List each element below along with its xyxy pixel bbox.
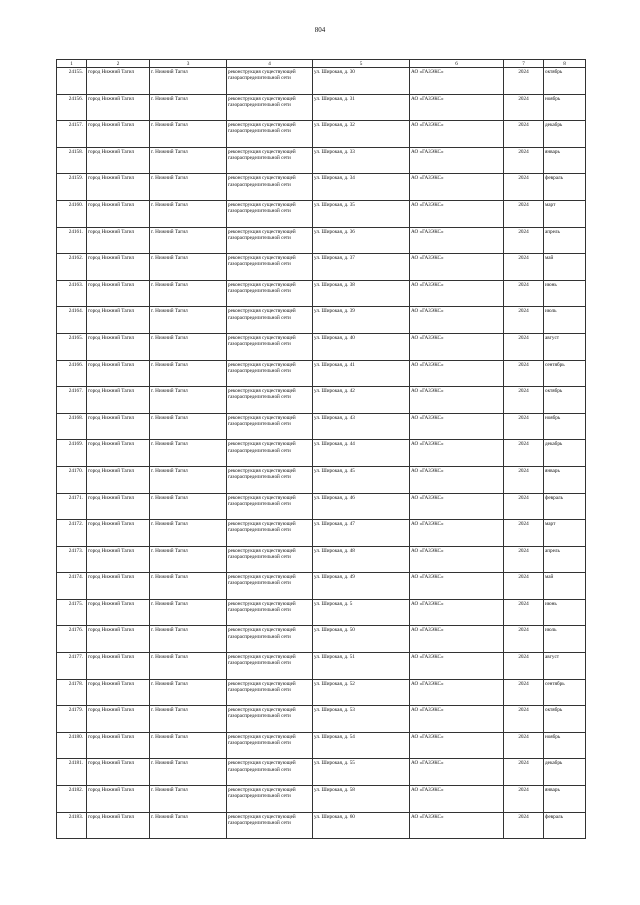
- month-cell: октябрь: [544, 387, 586, 414]
- row-number: 24161.: [57, 227, 87, 254]
- row-number: 24169.: [57, 440, 87, 467]
- table-row: [57, 520, 586, 547]
- column-header: 5: [313, 60, 410, 68]
- month-cell: ноябрь: [544, 732, 586, 759]
- table-row: [57, 227, 586, 254]
- settlement-cell: г. Нижний Тагил: [150, 573, 227, 600]
- operator-cell: АО «ГАЗЭКС»: [410, 520, 504, 547]
- row-number: 24168.: [57, 413, 87, 440]
- operator-cell: АО «ГАЗЭКС»: [410, 546, 504, 573]
- row-number: 24158.: [57, 147, 87, 174]
- operator-cell: АО «ГАЗЭКС»: [410, 706, 504, 733]
- municipality-cell: город Нижний Тагил: [87, 759, 150, 786]
- municipality-cell: город Нижний Тагил: [87, 493, 150, 520]
- address-cell: ул. Широкая, д. 39: [313, 307, 410, 334]
- row-number: 24183.: [57, 812, 87, 839]
- operator-cell: АО «ГАЗЭКС»: [410, 387, 504, 414]
- work-type-cell: реконструкция существующей газораспределительной сети: [227, 227, 313, 254]
- operator-cell: АО «ГАЗЭКС»: [410, 254, 504, 281]
- address-cell: ул. Широкая, д. 43: [313, 413, 410, 440]
- address-cell: ул. Широкая, д. 31: [313, 94, 410, 121]
- row-number: 24171.: [57, 493, 87, 520]
- municipality-cell: город Нижний Тагил: [87, 121, 150, 148]
- settlement-cell: г. Нижний Тагил: [150, 812, 227, 839]
- operator-cell: АО «ГАЗЭКС»: [410, 94, 504, 121]
- month-cell: июнь: [544, 280, 586, 307]
- table-row: [57, 440, 586, 467]
- month-cell: сентябрь: [544, 360, 586, 387]
- month-cell: февраль: [544, 174, 586, 201]
- operator-cell: АО «ГАЗЭКС»: [410, 307, 504, 334]
- work-type-cell: реконструкция существующей газораспределительной сети: [227, 466, 313, 493]
- table-row: [57, 759, 586, 786]
- operator-cell: АО «ГАЗЭКС»: [410, 227, 504, 254]
- row-number: 24159.: [57, 174, 87, 201]
- settlement-cell: г. Нижний Тагил: [150, 174, 227, 201]
- month-cell: апрель: [544, 546, 586, 573]
- settlement-cell: г. Нижний Тагил: [150, 786, 227, 813]
- municipality-cell: город Нижний Тагил: [87, 546, 150, 573]
- work-type-cell: реконструкция существующей газораспределительной сети: [227, 440, 313, 467]
- month-cell: март: [544, 520, 586, 547]
- work-type-cell: реконструкция существующей газораспределительной сети: [227, 94, 313, 121]
- row-number: 24182.: [57, 786, 87, 813]
- year-cell: 2024: [504, 786, 544, 813]
- row-number: 24165.: [57, 333, 87, 360]
- address-cell: ул. Широкая, д. 44: [313, 440, 410, 467]
- municipality-cell: город Нижний Тагил: [87, 732, 150, 759]
- month-cell: январь: [544, 786, 586, 813]
- municipality-cell: город Нижний Тагил: [87, 626, 150, 653]
- table-row: [57, 68, 586, 95]
- year-cell: 2024: [504, 653, 544, 680]
- table-row: [57, 679, 586, 706]
- settlement-cell: г. Нижний Тагил: [150, 121, 227, 148]
- year-cell: 2024: [504, 360, 544, 387]
- operator-cell: АО «ГАЗЭКС»: [410, 333, 504, 360]
- municipality-cell: город Нижний Тагил: [87, 440, 150, 467]
- municipality-cell: город Нижний Тагил: [87, 573, 150, 600]
- work-type-cell: реконструкция существующей газораспределительной сети: [227, 360, 313, 387]
- column-header: 6: [410, 60, 504, 68]
- work-type-cell: реконструкция существующей газораспределительной сети: [227, 786, 313, 813]
- operator-cell: АО «ГАЗЭКС»: [410, 440, 504, 467]
- column-header: 3: [150, 60, 227, 68]
- month-cell: декабрь: [544, 759, 586, 786]
- work-type-cell: реконструкция существующей газораспределительной сети: [227, 333, 313, 360]
- row-number: 24176.: [57, 626, 87, 653]
- municipality-cell: город Нижний Тагил: [87, 520, 150, 547]
- operator-cell: АО «ГАЗЭКС»: [410, 626, 504, 653]
- table-row: [57, 333, 586, 360]
- row-number: 24175.: [57, 599, 87, 626]
- operator-cell: АО «ГАЗЭКС»: [410, 121, 504, 148]
- month-cell: июль: [544, 307, 586, 334]
- work-type-cell: реконструкция существующей газораспределительной сети: [227, 254, 313, 281]
- operator-cell: АО «ГАЗЭКС»: [410, 413, 504, 440]
- operator-cell: АО «ГАЗЭКС»: [410, 68, 504, 95]
- year-cell: 2024: [504, 227, 544, 254]
- year-cell: 2024: [504, 759, 544, 786]
- year-cell: 2024: [504, 732, 544, 759]
- work-type-cell: реконструкция существующей газораспределительной сети: [227, 280, 313, 307]
- table-row: [57, 466, 586, 493]
- table-row: [57, 307, 586, 334]
- settlement-cell: г. Нижний Тагил: [150, 333, 227, 360]
- address-cell: ул. Широкая, д. 38: [313, 280, 410, 307]
- year-cell: 2024: [504, 333, 544, 360]
- operator-cell: АО «ГАЗЭКС»: [410, 360, 504, 387]
- settlement-cell: г. Нижний Тагил: [150, 679, 227, 706]
- table-row: [57, 599, 586, 626]
- year-cell: 2024: [504, 466, 544, 493]
- gas-network-schedule-table: [56, 59, 586, 839]
- table-body: [57, 68, 586, 839]
- row-number: 24177.: [57, 653, 87, 680]
- month-cell: август: [544, 333, 586, 360]
- month-cell: ноябрь: [544, 94, 586, 121]
- year-cell: 2024: [504, 280, 544, 307]
- row-number: 24164.: [57, 307, 87, 334]
- month-cell: март: [544, 200, 586, 227]
- month-cell: август: [544, 653, 586, 680]
- work-type-cell: реконструкция существующей газораспределительной сети: [227, 573, 313, 600]
- year-cell: 2024: [504, 413, 544, 440]
- work-type-cell: реконструкция существующей газораспределительной сети: [227, 520, 313, 547]
- settlement-cell: г. Нижний Тагил: [150, 254, 227, 281]
- month-cell: январь: [544, 466, 586, 493]
- month-cell: январь: [544, 147, 586, 174]
- settlement-cell: г. Нижний Тагил: [150, 599, 227, 626]
- operator-cell: АО «ГАЗЭКС»: [410, 653, 504, 680]
- address-cell: ул. Широкая, д. 5: [313, 599, 410, 626]
- table-row: [57, 812, 586, 839]
- year-cell: 2024: [504, 94, 544, 121]
- table-row: [57, 653, 586, 680]
- operator-cell: АО «ГАЗЭКС»: [410, 812, 504, 839]
- settlement-cell: г. Нижний Тагил: [150, 147, 227, 174]
- row-number: 24180.: [57, 732, 87, 759]
- settlement-cell: г. Нижний Тагил: [150, 200, 227, 227]
- year-cell: 2024: [504, 493, 544, 520]
- table-row: [57, 546, 586, 573]
- address-cell: ул. Широкая, д. 35: [313, 200, 410, 227]
- settlement-cell: г. Нижний Тагил: [150, 68, 227, 95]
- settlement-cell: г. Нижний Тагил: [150, 360, 227, 387]
- work-type-cell: реконструкция существующей газораспределительной сети: [227, 387, 313, 414]
- column-number-row: [57, 60, 586, 68]
- column-header: 1: [57, 60, 87, 68]
- month-cell: декабрь: [544, 440, 586, 467]
- work-type-cell: реконструкция существующей газораспределительной сети: [227, 413, 313, 440]
- address-cell: ул. Широкая, д. 47: [313, 520, 410, 547]
- month-cell: май: [544, 573, 586, 600]
- settlement-cell: г. Нижний Тагил: [150, 413, 227, 440]
- municipality-cell: город Нижний Тагил: [87, 200, 150, 227]
- settlement-cell: г. Нижний Тагил: [150, 440, 227, 467]
- municipality-cell: город Нижний Тагил: [87, 147, 150, 174]
- address-cell: ул. Широкая, д. 55: [313, 759, 410, 786]
- address-cell: ул. Широкая, д. 54: [313, 732, 410, 759]
- settlement-cell: г. Нижний Тагил: [150, 307, 227, 334]
- work-type-cell: реконструкция существующей газораспределительной сети: [227, 679, 313, 706]
- year-cell: 2024: [504, 679, 544, 706]
- row-number: 24181.: [57, 759, 87, 786]
- operator-cell: АО «ГАЗЭКС»: [410, 493, 504, 520]
- table-row: [57, 174, 586, 201]
- table-row: [57, 200, 586, 227]
- table-row: [57, 573, 586, 600]
- year-cell: 2024: [504, 307, 544, 334]
- work-type-cell: реконструкция существующей газораспределительной сети: [227, 732, 313, 759]
- table-row: [57, 626, 586, 653]
- address-cell: ул. Широкая, д. 53: [313, 706, 410, 733]
- month-cell: февраль: [544, 812, 586, 839]
- operator-cell: АО «ГАЗЭКС»: [410, 759, 504, 786]
- municipality-cell: город Нижний Тагил: [87, 812, 150, 839]
- municipality-cell: город Нижний Тагил: [87, 360, 150, 387]
- settlement-cell: г. Нижний Тагил: [150, 227, 227, 254]
- row-number: 24173.: [57, 546, 87, 573]
- table-row: [57, 387, 586, 414]
- municipality-cell: город Нижний Тагил: [87, 706, 150, 733]
- work-type-cell: реконструкция существующей газораспределительной сети: [227, 147, 313, 174]
- operator-cell: АО «ГАЗЭКС»: [410, 732, 504, 759]
- year-cell: 2024: [504, 440, 544, 467]
- work-type-cell: реконструкция существующей газораспределительной сети: [227, 626, 313, 653]
- work-type-cell: реконструкция существующей газораспределительной сети: [227, 759, 313, 786]
- work-type-cell: реконструкция существующей газораспределительной сети: [227, 706, 313, 733]
- column-header: 2: [87, 60, 150, 68]
- row-number: 24157.: [57, 121, 87, 148]
- row-number: 24160.: [57, 200, 87, 227]
- operator-cell: АО «ГАЗЭКС»: [410, 599, 504, 626]
- address-cell: ул. Широкая, д. 46: [313, 493, 410, 520]
- address-cell: ул. Широкая, д. 49: [313, 573, 410, 600]
- municipality-cell: город Нижний Тагил: [87, 94, 150, 121]
- work-type-cell: реконструкция существующей газораспределительной сети: [227, 653, 313, 680]
- address-cell: ул. Широкая, д. 34: [313, 174, 410, 201]
- month-cell: декабрь: [544, 121, 586, 148]
- table-row: [57, 493, 586, 520]
- month-cell: сентябрь: [544, 679, 586, 706]
- table-row: [57, 732, 586, 759]
- address-cell: ул. Широкая, д. 41: [313, 360, 410, 387]
- work-type-cell: реконструкция существующей газораспределительной сети: [227, 307, 313, 334]
- month-cell: октябрь: [544, 706, 586, 733]
- column-header: 4: [227, 60, 313, 68]
- table-row: [57, 121, 586, 148]
- year-cell: 2024: [504, 387, 544, 414]
- row-number: 24178.: [57, 679, 87, 706]
- column-header: 7: [504, 60, 544, 68]
- municipality-cell: город Нижний Тагил: [87, 227, 150, 254]
- settlement-cell: г. Нижний Тагил: [150, 466, 227, 493]
- settlement-cell: г. Нижний Тагил: [150, 280, 227, 307]
- year-cell: 2024: [504, 147, 544, 174]
- month-cell: февраль: [544, 493, 586, 520]
- municipality-cell: город Нижний Тагил: [87, 786, 150, 813]
- month-cell: апрель: [544, 227, 586, 254]
- table-row: [57, 94, 586, 121]
- municipality-cell: город Нижний Тагил: [87, 307, 150, 334]
- address-cell: ул. Широкая, д. 60: [313, 812, 410, 839]
- settlement-cell: г. Нижний Тагил: [150, 706, 227, 733]
- settlement-cell: г. Нижний Тагил: [150, 653, 227, 680]
- address-cell: ул. Широкая, д. 52: [313, 679, 410, 706]
- work-type-cell: реконструкция существующей газораспределительной сети: [227, 68, 313, 95]
- operator-cell: АО «ГАЗЭКС»: [410, 573, 504, 600]
- year-cell: 2024: [504, 812, 544, 839]
- address-cell: ул. Широкая, д. 40: [313, 333, 410, 360]
- work-type-cell: реконструкция существующей газораспределительной сети: [227, 546, 313, 573]
- work-type-cell: реконструкция существующей газораспределительной сети: [227, 200, 313, 227]
- month-cell: июль: [544, 626, 586, 653]
- operator-cell: АО «ГАЗЭКС»: [410, 466, 504, 493]
- year-cell: 2024: [504, 121, 544, 148]
- settlement-cell: г. Нижний Тагил: [150, 520, 227, 547]
- settlement-cell: г. Нижний Тагил: [150, 732, 227, 759]
- row-number: 24166.: [57, 360, 87, 387]
- municipality-cell: город Нижний Тагил: [87, 413, 150, 440]
- address-cell: ул. Широкая, д. 37: [313, 254, 410, 281]
- work-type-cell: реконструкция существующей газораспределительной сети: [227, 121, 313, 148]
- settlement-cell: г. Нижний Тагил: [150, 94, 227, 121]
- municipality-cell: город Нижний Тагил: [87, 174, 150, 201]
- month-cell: май: [544, 254, 586, 281]
- row-number: 24156.: [57, 94, 87, 121]
- address-cell: ул. Широкая, д. 33: [313, 147, 410, 174]
- municipality-cell: город Нижний Тагил: [87, 466, 150, 493]
- year-cell: 2024: [504, 254, 544, 281]
- address-cell: ул. Широкая, д. 50: [313, 626, 410, 653]
- year-cell: 2024: [504, 68, 544, 95]
- work-type-cell: реконструкция существующей газораспределительной сети: [227, 174, 313, 201]
- year-cell: 2024: [504, 546, 544, 573]
- month-cell: октябрь: [544, 68, 586, 95]
- page-number: 804: [314, 26, 326, 34]
- row-number: 24163.: [57, 280, 87, 307]
- month-cell: ноябрь: [544, 413, 586, 440]
- work-type-cell: реконструкция существующей газораспределительной сети: [227, 812, 313, 839]
- table-row: [57, 413, 586, 440]
- municipality-cell: город Нижний Тагил: [87, 387, 150, 414]
- year-cell: 2024: [504, 174, 544, 201]
- address-cell: ул. Широкая, д. 48: [313, 546, 410, 573]
- address-cell: ул. Широкая, д. 42: [313, 387, 410, 414]
- address-cell: ул. Широкая, д. 36: [313, 227, 410, 254]
- settlement-cell: г. Нижний Тагил: [150, 387, 227, 414]
- operator-cell: АО «ГАЗЭКС»: [410, 280, 504, 307]
- year-cell: 2024: [504, 706, 544, 733]
- municipality-cell: город Нижний Тагил: [87, 679, 150, 706]
- work-type-cell: реконструкция существующей газораспределительной сети: [227, 493, 313, 520]
- row-number: 24162.: [57, 254, 87, 281]
- municipality-cell: город Нижний Тагил: [87, 599, 150, 626]
- row-number: 24167.: [57, 387, 87, 414]
- work-type-cell: реконструкция существующей газораспределительной сети: [227, 599, 313, 626]
- municipality-cell: город Нижний Тагил: [87, 68, 150, 95]
- operator-cell: АО «ГАЗЭКС»: [410, 147, 504, 174]
- municipality-cell: город Нижний Тагил: [87, 254, 150, 281]
- operator-cell: АО «ГАЗЭКС»: [410, 786, 504, 813]
- row-number: 24179.: [57, 706, 87, 733]
- municipality-cell: город Нижний Тагил: [87, 280, 150, 307]
- table-row: [57, 360, 586, 387]
- operator-cell: АО «ГАЗЭКС»: [410, 200, 504, 227]
- month-cell: июнь: [544, 599, 586, 626]
- row-number: 24174.: [57, 573, 87, 600]
- year-cell: 2024: [504, 626, 544, 653]
- settlement-cell: г. Нижний Тагил: [150, 759, 227, 786]
- year-cell: 2024: [504, 573, 544, 600]
- row-number: 24170.: [57, 466, 87, 493]
- column-header: 8: [544, 60, 586, 68]
- year-cell: 2024: [504, 599, 544, 626]
- address-cell: ул. Широкая, д. 30: [313, 68, 410, 95]
- address-cell: ул. Широкая, д. 45: [313, 466, 410, 493]
- settlement-cell: г. Нижний Тагил: [150, 493, 227, 520]
- table-row: [57, 280, 586, 307]
- municipality-cell: город Нижний Тагил: [87, 653, 150, 680]
- address-cell: ул. Широкая, д. 32: [313, 121, 410, 148]
- address-cell: ул. Широкая, д. 51: [313, 653, 410, 680]
- table-row: [57, 254, 586, 281]
- year-cell: 2024: [504, 200, 544, 227]
- address-cell: ул. Широкая, д. 58: [313, 786, 410, 813]
- table-row: [57, 147, 586, 174]
- settlement-cell: г. Нижний Тагил: [150, 546, 227, 573]
- operator-cell: АО «ГАЗЭКС»: [410, 679, 504, 706]
- settlement-cell: г. Нижний Тагил: [150, 626, 227, 653]
- table-row: [57, 786, 586, 813]
- row-number: 24155.: [57, 68, 87, 95]
- row-number: 24172.: [57, 520, 87, 547]
- operator-cell: АО «ГАЗЭКС»: [410, 174, 504, 201]
- table-row: [57, 706, 586, 733]
- municipality-cell: город Нижний Тагил: [87, 333, 150, 360]
- year-cell: 2024: [504, 520, 544, 547]
